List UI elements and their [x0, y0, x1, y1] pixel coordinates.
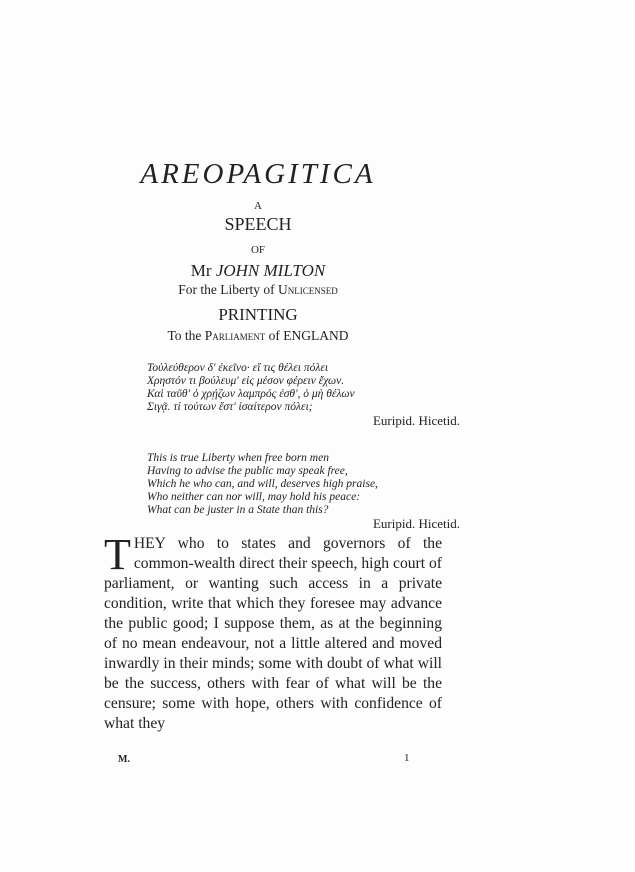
greek-line: Χρηστόν τι βούλευμ' εἰς μέσον φέρειν ἔχων.	[147, 375, 345, 387]
english-line: Which he who can, and will, deserves high praise,	[147, 478, 378, 490]
parl-prefix: To the	[167, 328, 202, 343]
page-number: 1	[404, 752, 410, 764]
speech-heading: SPEECH	[224, 214, 292, 234]
parl-word: Parliament	[204, 328, 266, 343]
drop-cap: T	[104, 530, 131, 579]
greek-line: Σιγᾷ. τί τούτων ἔστ' ἰσαίτερον πόλει;	[147, 401, 313, 413]
title: AREOPAGITICA	[140, 158, 376, 190]
of-heading: OF	[250, 244, 266, 256]
printing-heading: PRINTING	[218, 305, 298, 324]
signature-mark: M.	[118, 754, 130, 765]
english-line: Having to advise the public may speak free,	[147, 465, 348, 477]
parliament-line	[108, 328, 408, 344]
greek-attribution: Euripid. Hicetid.	[372, 413, 460, 428]
english-line: Who neither can nor will, may hold his peace:	[147, 491, 361, 503]
liberty-line	[108, 282, 408, 298]
english-line: What can be juster in a State than this?	[147, 504, 329, 516]
author-line	[108, 261, 408, 281]
liberty-word: Unlicensed	[277, 282, 338, 297]
author-prefix: Mr	[190, 261, 212, 280]
parl-suffix: of ENGLAND	[268, 328, 349, 343]
body-text	[104, 530, 442, 734]
greek-epigraph	[147, 362, 355, 414]
article-a: A	[254, 200, 262, 212]
english-line: This is true Liberty when free born men	[147, 452, 329, 464]
english-attribution: Euripid. Hicetid.	[372, 516, 460, 531]
english-epigraph	[147, 452, 378, 517]
liberty-prefix: For the Liberty of	[178, 282, 275, 297]
greek-line: Καὶ ταῦθ' ὁ χρῄζων λαμπρός ἐσθ', ὁ μὴ θέλων	[147, 388, 355, 400]
body-paragraph: HEY who to states and governors of the common-wealth direct their speech, high court of parliament, or wanting such access in a private condition, write that which they foresee may advance the public good; I suppose them, as at the beginning of no mean endeavour, not a little altered and moved inwardly in their minds; some with doubt of what will be the success, others with fear of what will be the censure; some with hope, others with confidence of what they	[104, 535, 442, 732]
author-name: JOHN MILTON	[215, 261, 326, 280]
greek-line: Τοὐλεύθερον δ' ἐκεῖνο· εἴ τις θέλει πόλει	[147, 362, 329, 374]
